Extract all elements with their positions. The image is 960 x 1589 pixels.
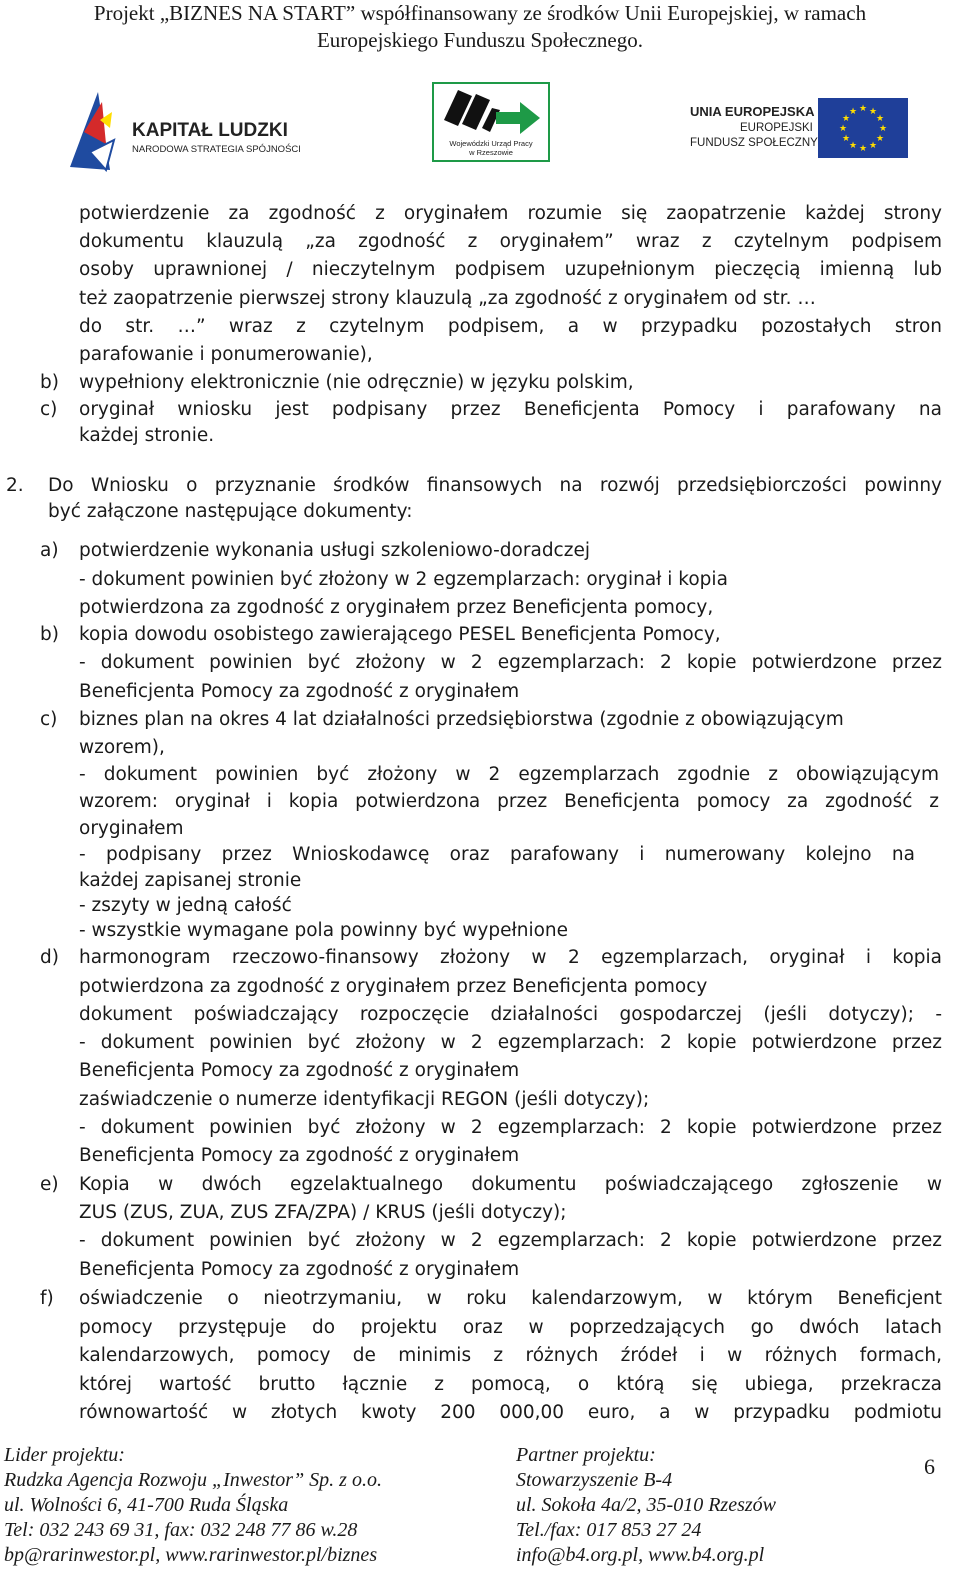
footer-leader-label: Lider projektu: — [4, 1444, 125, 1466]
page-number: 6 — [924, 1454, 935, 1479]
kl-title: KAPITAŁ LUDZKI — [132, 120, 288, 141]
eu-social-fund-logo — [690, 98, 920, 160]
doc-marker-a: a) — [40, 540, 59, 561]
doc-item-d: - dokument powinien być złożony w 2 egzemplarzach: 2 kopie potwierdzone przez — [79, 1032, 942, 1053]
section-2-marker: 2. — [6, 475, 24, 496]
wup-caption-2: w Rzeszowie — [469, 148, 513, 157]
list-marker-c: c) — [40, 399, 58, 420]
doc-item-c: - zszyty w jedną całość — [79, 895, 292, 916]
kapital-ludzki-logo — [70, 92, 310, 172]
doc-item-a: potwierdzona za zgodność z oryginałem przez Beneficjenta pomocy, — [79, 597, 714, 618]
doc-item-f: kalendarzowych, pomocy de minimis z różnych źródeł i w różnych formach, — [79, 1345, 942, 1366]
a-continuation-line: dokumentu klauzulą „za zgodność z oryginałem” wraz z czytelnym podpisem — [79, 231, 942, 252]
list-item-c: każdej stronie. — [79, 425, 215, 446]
doc-item-d: potwierdzona za zgodność z oryginałem przez Beneficjenta pomocy — [79, 976, 708, 997]
wup-rzeszow-logo — [432, 82, 550, 162]
a-continuation-line: potwierdzenie za zgodność z oryginałem rozumie się zaopatrzenie każdej strony — [79, 203, 942, 224]
doc-marker-d: d) — [40, 947, 59, 968]
a-continuation-line: parafowanie i ponumerowanie), — [79, 344, 373, 365]
doc-item-c: - wszystkie wymagane pola powinny być wypełnione — [79, 920, 569, 941]
svg-text:★: ★ — [878, 124, 888, 134]
doc-item-e: - dokument powinien być złożony w 2 egzemplarzach: 2 kopie potwierdzone przez — [79, 1230, 942, 1251]
a-continuation-line: osoby uprawnionej / nieczytelnym podpisem uzupełnionym pieczęcią imienną lub — [79, 259, 942, 280]
ue-line-3: FUNDUSZ SPOŁECZNY — [690, 137, 818, 149]
svg-text:★: ★ — [875, 134, 885, 144]
ue-line-2: EUROPEJSKI — [740, 122, 813, 134]
page-header — [0, 0, 960, 54]
doc-item-e: ZUS (ZUS, ZUA, ZUS ZFA/ZPA) / KRUS (jeśli dotyczy); — [79, 1202, 567, 1223]
doc-item-c: wzorem: oryginał i kopia potwierdzona przez Beneficjenta pomocy za zgodność z — [79, 791, 939, 812]
footer-leader-phone: Tel: 032 243 69 31, fax: 032 248 77 86 w.28 — [4, 1519, 358, 1541]
doc-item-c: biznes plan na okres 4 lat działalności przedsiębiorstwa (zgodnie z obowiązującym — [79, 709, 844, 730]
svg-text:★: ★ — [841, 134, 851, 144]
footer-partner-phone: Tel./fax: 017 853 27 24 — [516, 1519, 702, 1541]
doc-item-d: dokument poświadczający rozpoczęcie działalności gospodarczej (jeśli dotyczy); - — [79, 1004, 942, 1025]
doc-item-d: Beneficjenta Pomocy za zgodność z oryginałem — [79, 1145, 520, 1166]
doc-item-f: równowartość w złotych kwoty 200 000,00 euro, a w przypadku podmiotu — [79, 1402, 942, 1423]
doc-item-d: harmonogram rzeczowo-finansowy złożony w 2 egzemplarzach, oryginał i kopia — [79, 947, 942, 968]
a-continuation-line: też zaopatrzenie pierwszej strony klauzulą „za zgodność z oryginałem od str. … — [79, 288, 816, 309]
doc-item-c: oryginałem — [79, 818, 184, 839]
doc-item-f: oświadczenie o nieotrzymaniu, w roku kalendarzowym, w którym Beneficjent — [79, 1288, 942, 1309]
doc-item-d: Beneficjenta Pomocy za zgodność z oryginałem — [79, 1060, 520, 1081]
doc-item-f: której wartość brutto łącznie z pomocą, o którą się ubiega, przekracza — [79, 1374, 942, 1395]
doc-marker-b: b) — [40, 624, 59, 645]
svg-text:★: ★ — [858, 144, 868, 154]
doc-marker-f: f) — [40, 1288, 54, 1309]
doc-item-c: każdej zapisanej stronie — [79, 870, 302, 891]
doc-item-b: kopia dowodu osobistego zawierającego PESEL Beneficjenta Pomocy, — [79, 624, 721, 645]
footer-leader-contact: bp@rarinwestor.pl, www.rarinwestor.pl/biznes — [4, 1544, 378, 1566]
list-marker-b: b) — [40, 372, 59, 393]
footer-partner-address: ul. Sokoła 4a/2, 35-010 Rzeszów — [516, 1494, 776, 1516]
list-item-c: oryginał wniosku jest podpisany przez Beneficjenta Pomocy i parafowany na — [79, 399, 942, 420]
wup-caption-1: Wojewódzki Urząd Pracy — [449, 139, 533, 148]
footer-leader-name: Rudzka Agencja Rozwoju „Inwestor” Sp. z o.o. — [4, 1469, 382, 1491]
svg-text:★: ★ — [848, 107, 858, 117]
doc-item-c: - dokument powinien być złożony w 2 egzemplarzach zgodnie z obowiązującym — [79, 764, 939, 785]
doc-item-f: pomocy przystępuje do projektu oraz w poprzedzających go dwóch latach — [79, 1317, 942, 1338]
doc-item-d: zaświadczenie o numerze identyfikacji REGON (jeśli dotyczy); — [79, 1089, 650, 1110]
doc-marker-c: c) — [40, 709, 58, 730]
svg-text:★: ★ — [841, 114, 851, 124]
kl-subtitle: NARODOWA STRATEGIA SPÓJNOŚCI — [132, 144, 301, 155]
doc-item-b: Beneficjenta Pomocy za zgodność z oryginałem — [79, 681, 520, 702]
doc-item-d: - dokument powinien być złożony w 2 egzemplarzach: 2 kopie potwierdzone przez — [79, 1117, 942, 1138]
doc-item-a: potwierdzenie wykonania usługi szkoleniowo-doradczej — [79, 540, 590, 561]
svg-text:★: ★ — [875, 114, 885, 124]
doc-item-a: - dokument powinien być złożony w 2 egzemplarzach: oryginał i kopia — [79, 569, 728, 590]
svg-text:★: ★ — [868, 107, 878, 117]
doc-marker-e: e) — [40, 1174, 59, 1195]
svg-text:★: ★ — [868, 141, 878, 151]
a-continuation-line: do str. …” wraz z czytelnym podpisem, a w przypadku pozostałych stron — [79, 316, 942, 337]
list-item-b: wypełniony elektronicznie (nie odręcznie) w języku polskim, — [79, 372, 634, 393]
doc-item-c: wzorem), — [79, 737, 165, 758]
footer-partner-label: Partner projektu: — [516, 1444, 656, 1466]
doc-item-c: - podpisany przez Wnioskodawcę oraz parafowany i numerowany kolejno na — [79, 844, 915, 865]
svg-text:★: ★ — [838, 124, 848, 134]
header-line-2: Europejskiego Funduszu Społecznego. — [316, 28, 644, 52]
doc-item-e: Beneficjenta Pomocy za zgodność z oryginałem — [79, 1259, 520, 1280]
ue-line-1: UNIA EUROPEJSKA — [690, 104, 815, 119]
section-2-text: Do Wniosku o przyznanie środków finansowych na rozwój przedsiębiorczości powinny — [48, 475, 942, 496]
footer-partner-contact: info@b4.org.pl, www.b4.org.pl — [516, 1544, 765, 1566]
footer-partner-name: Stowarzyszenie B-4 — [516, 1469, 673, 1491]
doc-item-e: Kopia w dwóch egzelaktualnego dokumentu poświadczającego zgłoszenie w — [79, 1174, 942, 1195]
header-line-1: Projekt „BIZNES NA START” współfinansowany ze środków Unii Europejskiej, w ramach — [93, 1, 867, 25]
svg-text:★: ★ — [858, 104, 868, 114]
svg-text:★: ★ — [848, 141, 858, 151]
doc-item-b: - dokument powinien być złożony w 2 egzemplarzach: 2 kopie potwierdzone przez — [79, 652, 942, 673]
footer-leader-address: ul. Wolności 6, 41-700 Ruda Śląska — [4, 1494, 289, 1516]
section-2-text: być załączone następujące dokumenty: — [48, 501, 413, 522]
